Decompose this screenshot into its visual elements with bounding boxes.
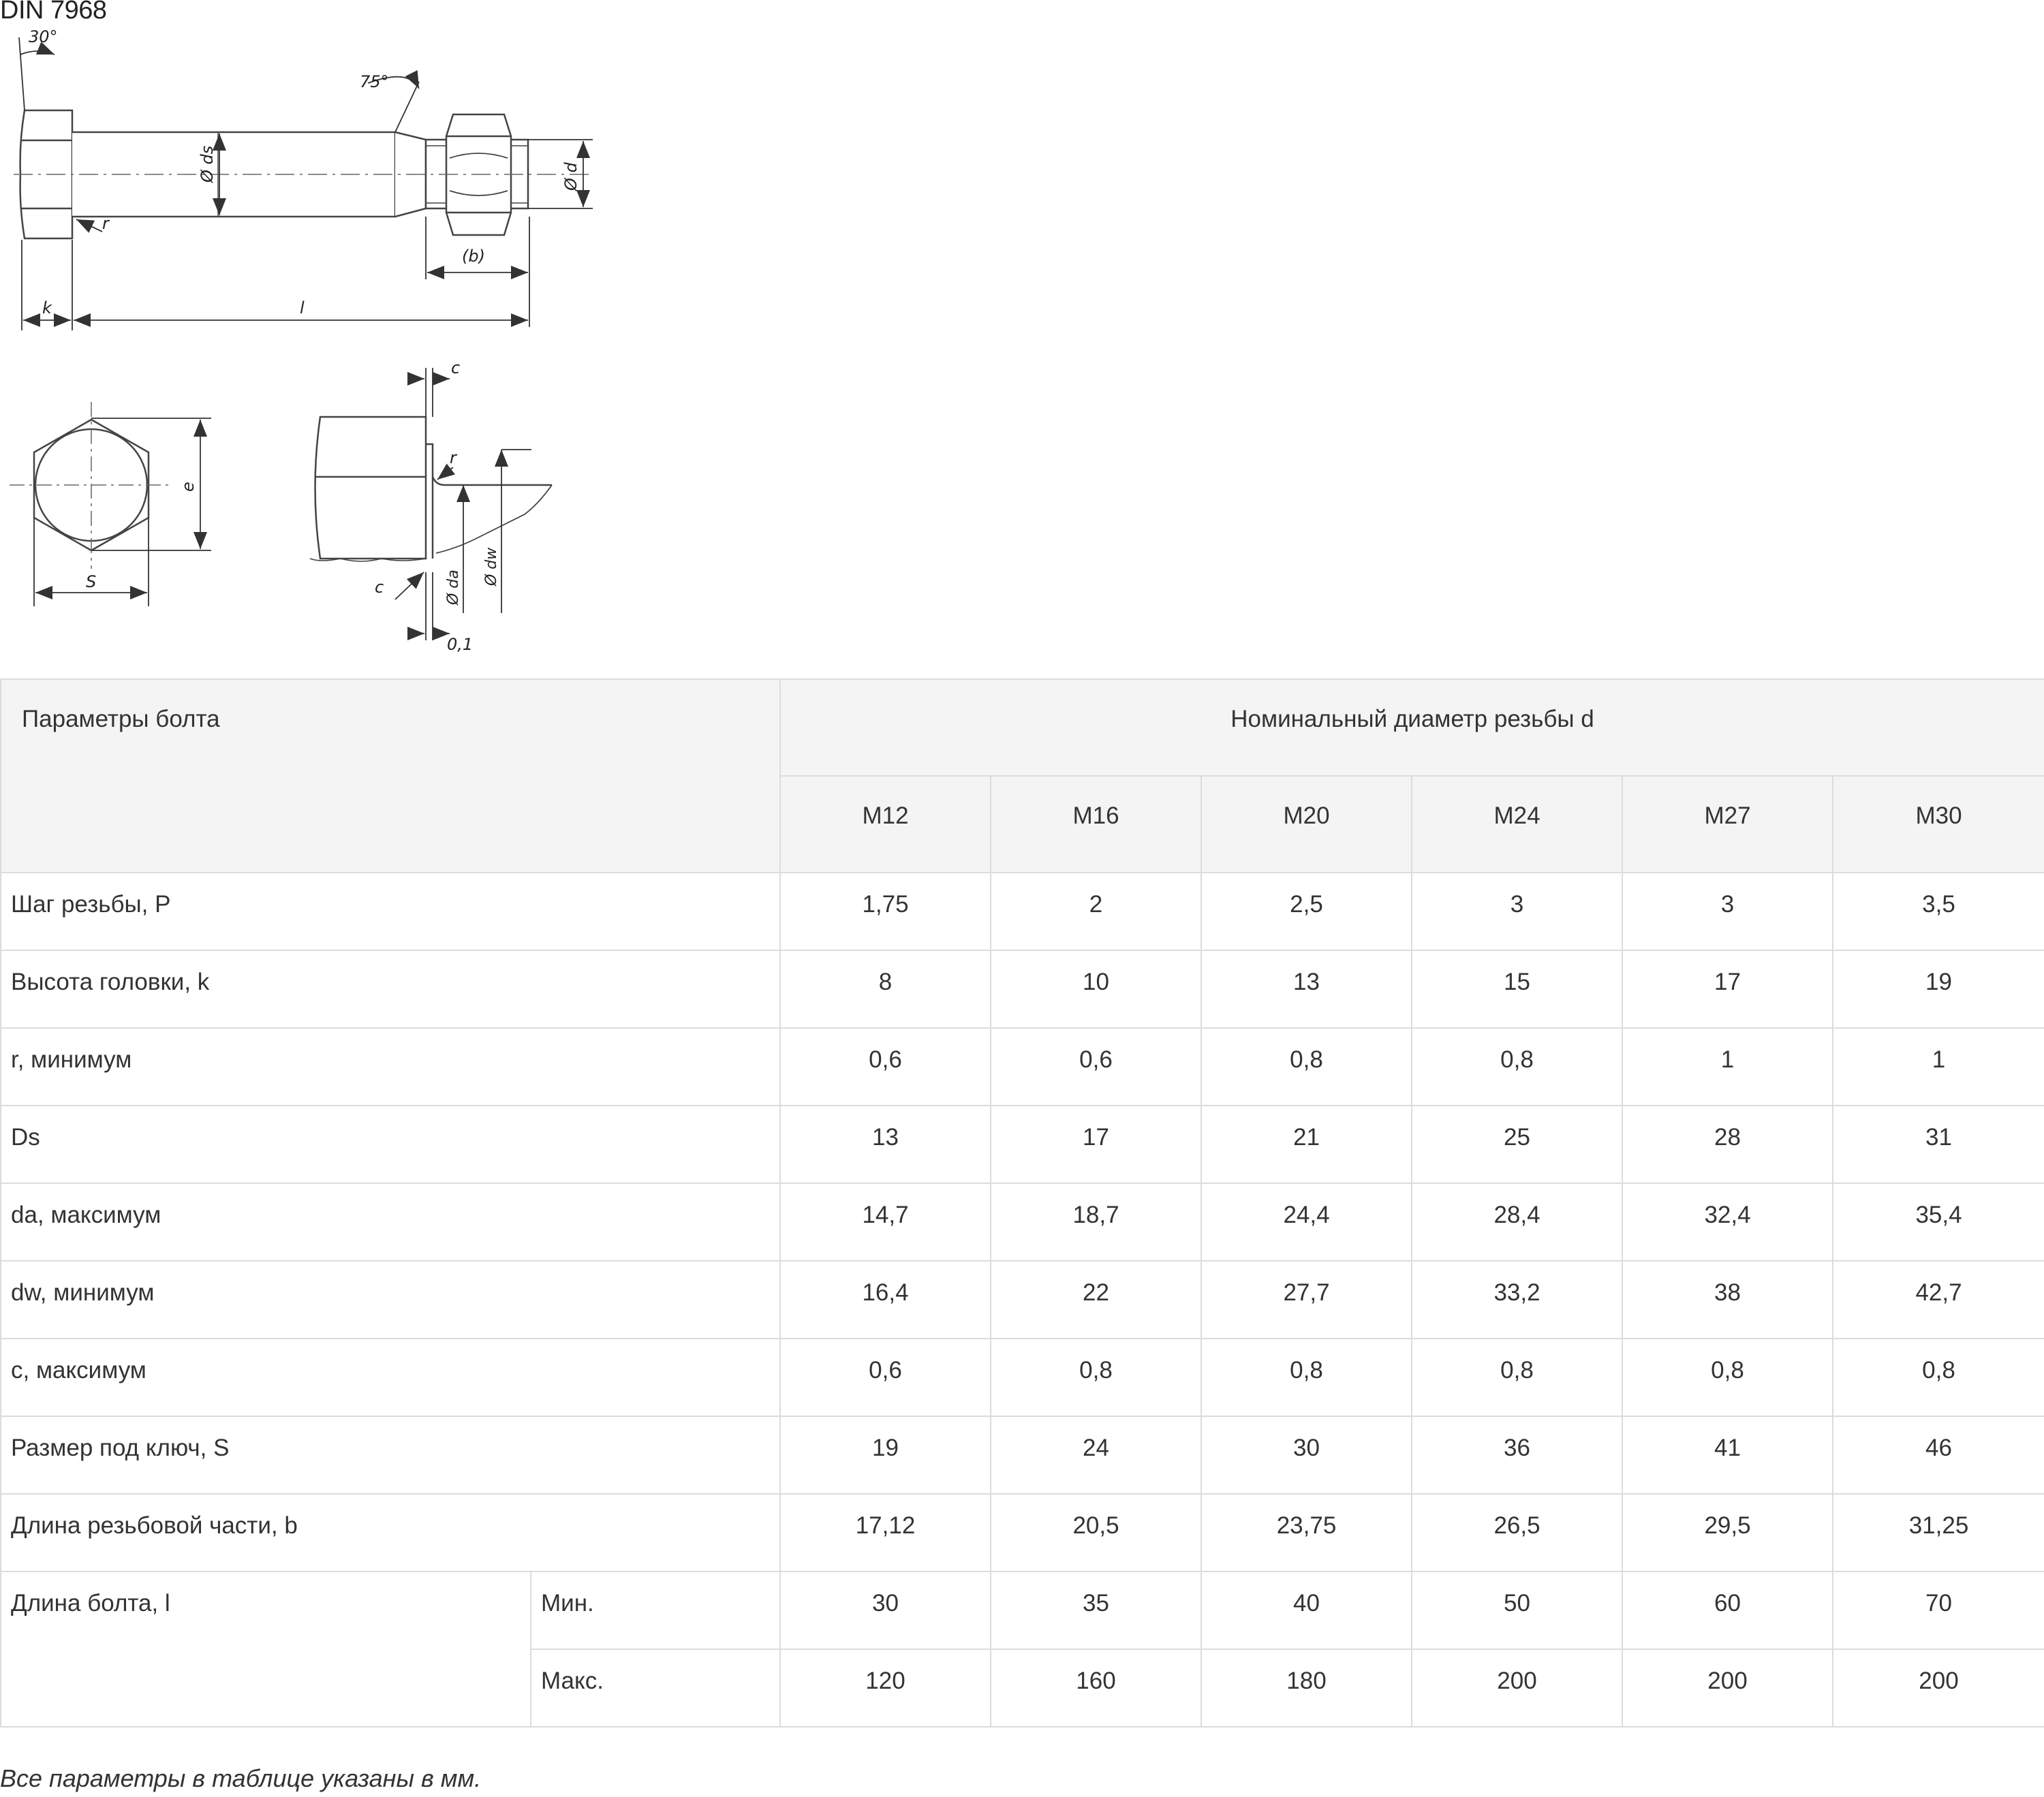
table-cell: 2,5 (1201, 873, 1412, 950)
table-cell: 50 (1412, 1572, 1622, 1649)
table-cell: 60 (1622, 1572, 1833, 1649)
table-cell: 36 (1412, 1416, 1622, 1494)
size-header: M20 (1201, 776, 1412, 873)
table-cell: 24,4 (1201, 1183, 1412, 1261)
r-detail-label: r (450, 448, 456, 467)
k-label: k (42, 298, 52, 317)
row-label: dw, минимум (1, 1261, 780, 1339)
table-cell: 28,4 (1412, 1183, 1622, 1261)
table-cell: 30 (1201, 1416, 1412, 1494)
table-cell: 25 (1412, 1106, 1622, 1183)
table-cell: 41 (1622, 1416, 1833, 1494)
table-cell: 26,5 (1412, 1494, 1622, 1572)
row-label: Высота головки, k (1, 950, 780, 1028)
table-cell: 40 (1201, 1572, 1412, 1649)
dw-label: Ø dw (483, 547, 500, 586)
table-cell: 19 (780, 1416, 991, 1494)
table-cell: 23,75 (1201, 1494, 1412, 1572)
angle-30-label: 30° (29, 27, 58, 46)
table-cell: 17,12 (780, 1494, 991, 1572)
ds-label: Ø ds (198, 145, 217, 183)
length-max-label: Макс. (531, 1649, 780, 1727)
offset-label: 0,1 (447, 635, 474, 654)
table-cell: 1,75 (780, 873, 991, 950)
table-cell: 31 (1833, 1106, 2044, 1183)
l-label: l (300, 298, 305, 317)
table-cell: 1 (1833, 1028, 2044, 1106)
row-label: Шаг резьбы, P (1, 873, 780, 950)
size-header: M30 (1833, 776, 2044, 873)
table-cell: 22 (991, 1261, 1201, 1339)
table-row (1, 1339, 2044, 1416)
table-cell: 120 (780, 1649, 991, 1727)
table-cell: 13 (780, 1106, 991, 1183)
table-cell: 24 (991, 1416, 1201, 1494)
table-cell: 20,5 (991, 1494, 1201, 1572)
size-header: M12 (780, 776, 991, 873)
table-cell: 38 (1622, 1261, 1833, 1339)
table-cell: 0,8 (1412, 1028, 1622, 1106)
table-cell: 13 (1201, 950, 1412, 1028)
table-cell: 2 (991, 873, 1201, 950)
footnote: Все параметры в таблице указаны в мм. (0, 1764, 482, 1792)
table-cell: 35,4 (1833, 1183, 2044, 1261)
table-cell: 29,5 (1622, 1494, 1833, 1572)
row-label: Ds (1, 1106, 780, 1183)
table-cell: 33,2 (1412, 1261, 1622, 1339)
table-row (1, 1106, 2044, 1183)
table-cell: 1 (1622, 1028, 1833, 1106)
table-row (1, 873, 2044, 950)
table-cell: 3 (1622, 873, 1833, 950)
nominal-header: Номинальный диаметр резьбы d (780, 679, 2044, 776)
c-top-label: c (451, 358, 461, 377)
bolt-technical-drawing (0, 0, 613, 674)
table-cell: 15 (1412, 950, 1622, 1028)
size-header: M27 (1622, 776, 1833, 873)
page-title: DIN 7968 (0, 0, 107, 25)
table-cell: 16,4 (780, 1261, 991, 1339)
table-cell: 32,4 (1622, 1183, 1833, 1261)
table-row (1, 1494, 2044, 1572)
d-label: Ø d (561, 162, 580, 191)
table-cell: 0,6 (780, 1028, 991, 1106)
row-label: da, максимум (1, 1183, 780, 1261)
table-cell: 42,7 (1833, 1261, 2044, 1339)
table-cell: 200 (1833, 1649, 2044, 1727)
table-cell: 0,8 (1412, 1339, 1622, 1416)
table-cell: 0,6 (991, 1028, 1201, 1106)
e-label: e (179, 482, 198, 492)
table-cell: 14,7 (780, 1183, 991, 1261)
table-row (1, 1261, 2044, 1339)
c-bottom-label: c (375, 578, 384, 597)
s-label: S (86, 572, 97, 591)
b-label: (b) (462, 247, 485, 266)
table-cell: 0,8 (1833, 1339, 2044, 1416)
table-cell: 0,8 (1201, 1339, 1412, 1416)
table-cell: 180 (1201, 1649, 1412, 1727)
table-cell: 0,8 (991, 1339, 1201, 1416)
size-header: M16 (991, 776, 1201, 873)
param-header: Параметры болта (1, 679, 780, 873)
length-min-label: Мин. (531, 1572, 780, 1649)
r-label: r (102, 214, 109, 233)
table-cell: 10 (991, 950, 1201, 1028)
size-header: M24 (1412, 776, 1622, 873)
table-row (1, 1416, 2044, 1494)
table-cell: 21 (1201, 1106, 1412, 1183)
table-cell: 200 (1412, 1649, 1622, 1727)
da-label: Ø da (445, 569, 462, 605)
row-label: Длина резьбовой части, b (1, 1494, 780, 1572)
table-row (1, 1028, 2044, 1106)
table-cell: 200 (1622, 1649, 1833, 1727)
table-cell: 35 (991, 1572, 1201, 1649)
table-cell: 19 (1833, 950, 2044, 1028)
table-cell: 46 (1833, 1416, 2044, 1494)
detail-underhead-view (310, 417, 552, 561)
table-cell: 28 (1622, 1106, 1833, 1183)
table-cell: 3,5 (1833, 873, 2044, 950)
table-cell: 8 (780, 950, 991, 1028)
table-cell: 0,8 (1201, 1028, 1412, 1106)
table-header-row (1, 679, 2044, 776)
table-row (1, 950, 2044, 1028)
table-cell: 17 (1622, 950, 1833, 1028)
table-cell: 27,7 (1201, 1261, 1412, 1339)
bolt-parameters-table (0, 678, 2044, 1728)
table-row (1, 1183, 2044, 1261)
angle-75-label: 75° (360, 72, 389, 91)
table-row (1, 1572, 2044, 1649)
table-cell: 18,7 (991, 1183, 1201, 1261)
row-label: r, минимум (1, 1028, 780, 1106)
table-cell: 30 (780, 1572, 991, 1649)
table-cell: 31,25 (1833, 1494, 2044, 1572)
table-cell: 70 (1833, 1572, 2044, 1649)
row-label: c, максимум (1, 1339, 780, 1416)
table-cell: 17 (991, 1106, 1201, 1183)
table-cell: 160 (991, 1649, 1201, 1727)
table-cell: 0,6 (780, 1339, 991, 1416)
length-row-label: Длина болта, l (1, 1572, 531, 1727)
table-cell: 3 (1412, 873, 1622, 950)
row-label: Размер под ключ, S (1, 1416, 780, 1494)
table-cell: 0,8 (1622, 1339, 1833, 1416)
